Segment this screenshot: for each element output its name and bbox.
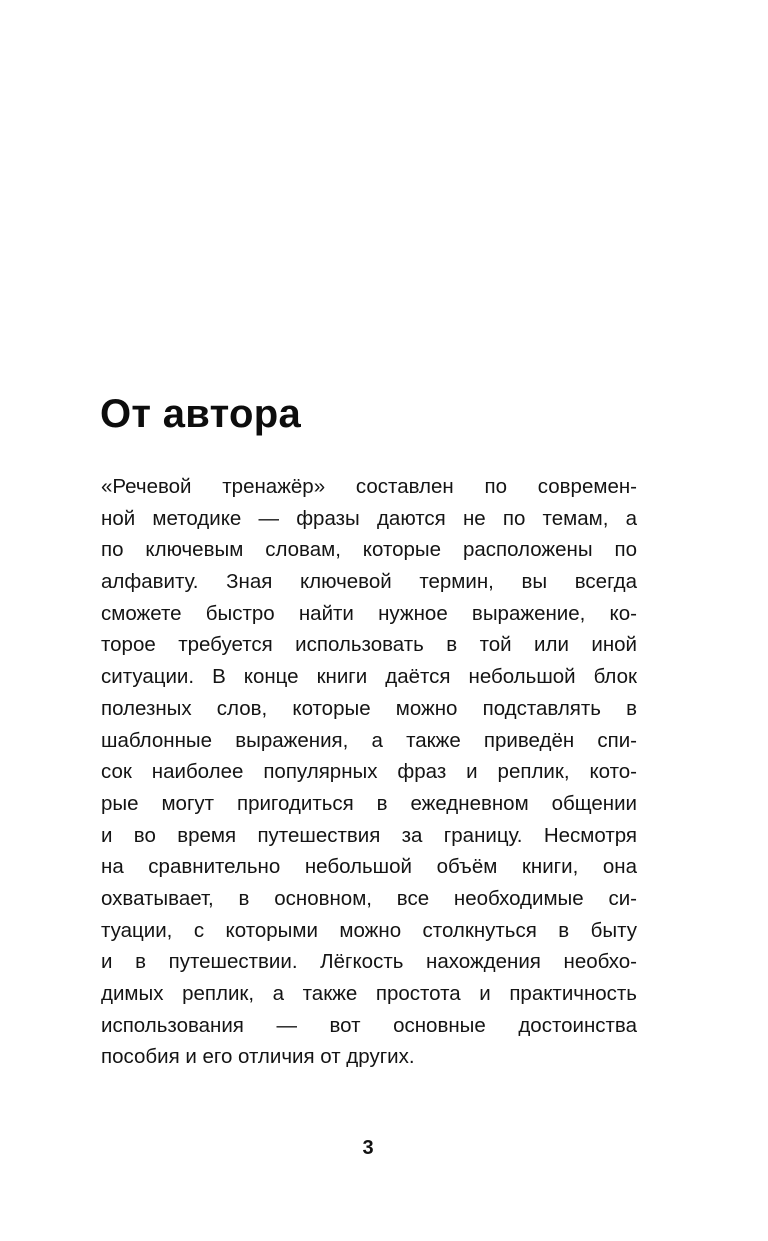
text-line: сок наиболее популярных фраз и реплик, кото-: [101, 760, 637, 784]
body-paragraph: [101, 471, 637, 1073]
text-line: шаблонные выражения, а также приведён спи-: [101, 728, 637, 752]
text-line: сможете быстро найти нужное выражение, ко-: [101, 601, 637, 625]
text-line: и во время путешествия за границу. Несмотря: [101, 823, 637, 847]
text-line: алфавиту. Зная ключевой термин, вы всегда: [101, 570, 637, 594]
text-line: на сравнительно небольшой объём книги, она: [101, 855, 637, 879]
text-line: «Речевой тренажёр» составлен по современ-: [101, 475, 637, 498]
text-line: по ключевым словам, которые расположены по: [101, 538, 637, 562]
text-line: ной методике — фразы даются не по темам, а: [101, 506, 637, 530]
text-line: использования — вот основные достоинства: [101, 1013, 637, 1037]
page-number: 3: [362, 1137, 374, 1159]
text-line: охватывает, в основном, все необходимые си-: [101, 886, 637, 910]
text-line: димых реплик, а также простота и практичность: [101, 982, 637, 1005]
text-line: пособия и его отличия от других.: [101, 1045, 415, 1069]
text-line: торое требуется использовать в той или иной: [101, 633, 637, 657]
text-line: рые могут пригодиться в ежедневном общении: [101, 791, 637, 815]
text-line: туации, с которыми можно столкнуться в быту: [101, 918, 637, 942]
text-line: ситуации. В конце книги даётся небольшой блок: [101, 665, 637, 689]
chapter-heading: От автора: [100, 392, 302, 436]
text-line: и в путешествии. Лёгкость нахождения необхо-: [101, 950, 637, 974]
text-line: полезных слов, которые можно подставлять в: [101, 696, 637, 720]
